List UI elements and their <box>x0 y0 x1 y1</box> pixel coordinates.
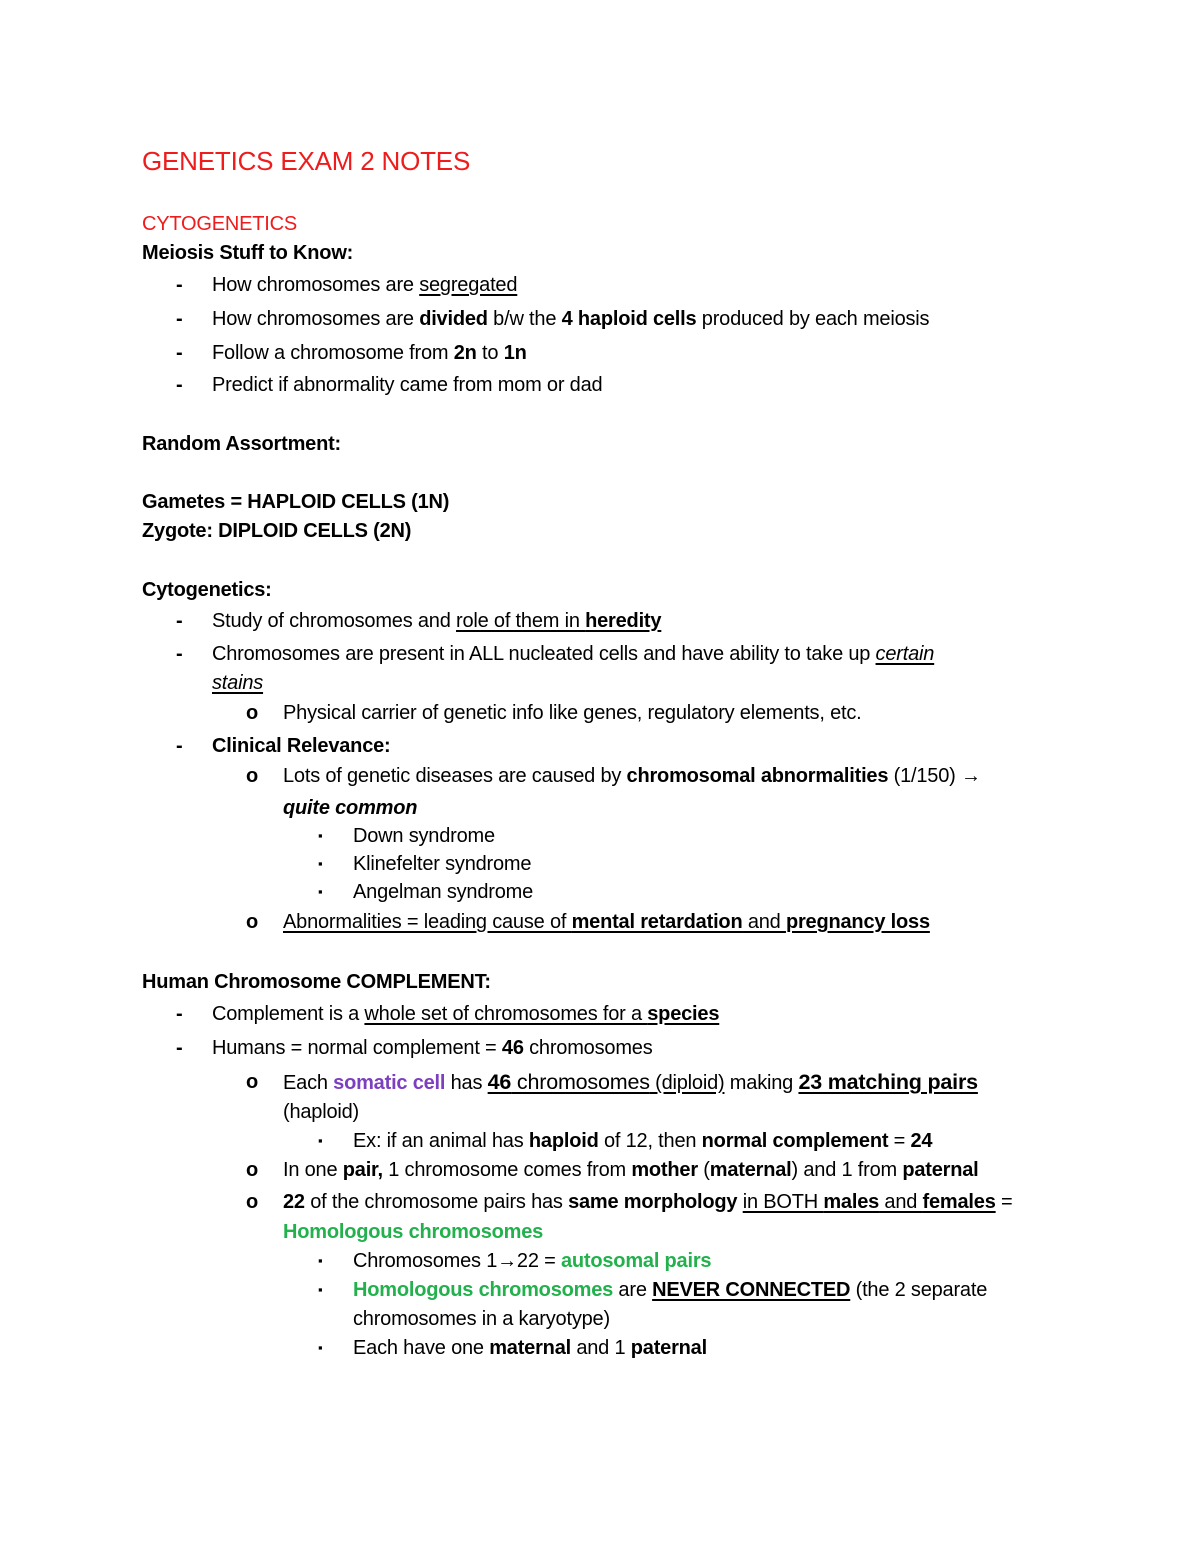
dash-bullet: - <box>176 1003 183 1025</box>
complement-sub-1: Each somatic cell has 46 chromosomes (diploid) making 23 matching pairs <box>283 1070 978 1094</box>
complement-sub-3: 22 of the chromosome pairs has same morphology in BOTH males and females = <box>283 1191 1013 1213</box>
clinical-relevance: Clinical Relevance: <box>212 735 391 757</box>
complement-example: Ex: if an animal has haploid of 12, then normal complement = 24 <box>353 1130 933 1152</box>
gametes-line: Gametes = HAPLOID CELLS (1N) <box>142 491 450 513</box>
square-bullet: ▪ <box>318 1253 323 1268</box>
maternal-paternal-item: Each have one maternal and 1 paternal <box>353 1337 707 1359</box>
circle-bullet: o <box>246 765 259 787</box>
circle-bullet: o <box>246 1191 259 1213</box>
dash-bullet: - <box>176 643 183 665</box>
complement-sub-3-cont: Homologous chromosomes <box>283 1221 544 1243</box>
homologous-item-cont: chromosomes in a karyotype) <box>353 1308 610 1330</box>
dash-bullet: - <box>176 735 183 757</box>
circle-bullet: o <box>246 1159 259 1181</box>
meiosis-item-4: Predict if abnormality came from mom or dad <box>212 374 603 396</box>
dash-bullet: - <box>176 610 183 632</box>
zygote-line: Zygote: DIPLOID CELLS (2N) <box>142 520 412 542</box>
meiosis-item-2: How chromosomes are divided b/w the 4 haploid cells produced by each meiosis <box>212 308 930 330</box>
disease-item: Down syndrome <box>353 825 495 847</box>
square-bullet: ▪ <box>318 1340 323 1355</box>
disease-item: Klinefelter syndrome <box>353 853 532 875</box>
complement-item-2: Humans = normal complement = 46 chromosomes <box>212 1037 653 1059</box>
circle-bullet: o <box>246 1071 259 1093</box>
cytogenetics-sub-1: Physical carrier of genetic info like genes, regulatory elements, etc. <box>283 702 862 724</box>
cytogenetics-sub-2-cont: quite common <box>283 797 418 819</box>
autosomal-item: Chromosomes 1→22 = autosomal pairs <box>353 1250 712 1272</box>
dash-bullet: - <box>176 1037 183 1059</box>
cytogenetics-heading: Cytogenetics: <box>142 579 272 601</box>
meiosis-heading: Meiosis Stuff to Know: <box>142 242 354 264</box>
cytogenetics-item-2-cont: stains <box>212 672 264 694</box>
document-title: GENETICS EXAM 2 NOTES <box>142 146 471 176</box>
square-bullet: ▪ <box>318 856 323 871</box>
complement-sub-2: In one pair, 1 chromosome comes from mother (maternal) and 1 from paternal <box>283 1159 979 1181</box>
circle-bullet: o <box>246 702 259 724</box>
dash-bullet: - <box>176 274 183 296</box>
dash-bullet: - <box>176 308 183 330</box>
dash-bullet: - <box>176 342 183 364</box>
square-bullet: ▪ <box>318 1282 323 1297</box>
complement-item-1: Complement is a whole set of chromosomes for a species <box>212 1003 720 1025</box>
dash-bullet: - <box>176 374 183 396</box>
square-bullet: ▪ <box>318 884 323 899</box>
meiosis-item-1: How chromosomes are segregated <box>212 274 518 296</box>
square-bullet: ▪ <box>318 1133 323 1148</box>
cytogenetics-item-1: Study of chromosomes and role of them in heredity <box>212 610 662 632</box>
cytogenetics-sub-2: Lots of genetic diseases are caused by chromosomal abnormalities (1/150) → <box>283 765 981 787</box>
section-heading-cytogenetics: CYTOGENETICS <box>142 213 298 235</box>
disease-item: Angelman syndrome <box>353 881 534 903</box>
random-assortment-heading: Random Assortment: <box>142 433 342 455</box>
homologous-item: Homologous chromosomes are NEVER CONNECTED (the 2 separate <box>353 1279 988 1301</box>
circle-bullet: o <box>246 911 259 933</box>
meiosis-item-3: Follow a chromosome from 2n to 1n <box>212 342 527 364</box>
cytogenetics-item-2: Chromosomes are present in ALL nucleated cells and have ability to take up certain <box>212 643 935 665</box>
cytogenetics-sub-3: Abnormalities = leading cause of mental retardation and pregnancy loss <box>283 911 930 933</box>
complement-heading: Human Chromosome COMPLEMENT: <box>142 971 491 993</box>
square-bullet: ▪ <box>318 828 323 843</box>
complement-sub-1-cont: (haploid) <box>283 1101 360 1123</box>
